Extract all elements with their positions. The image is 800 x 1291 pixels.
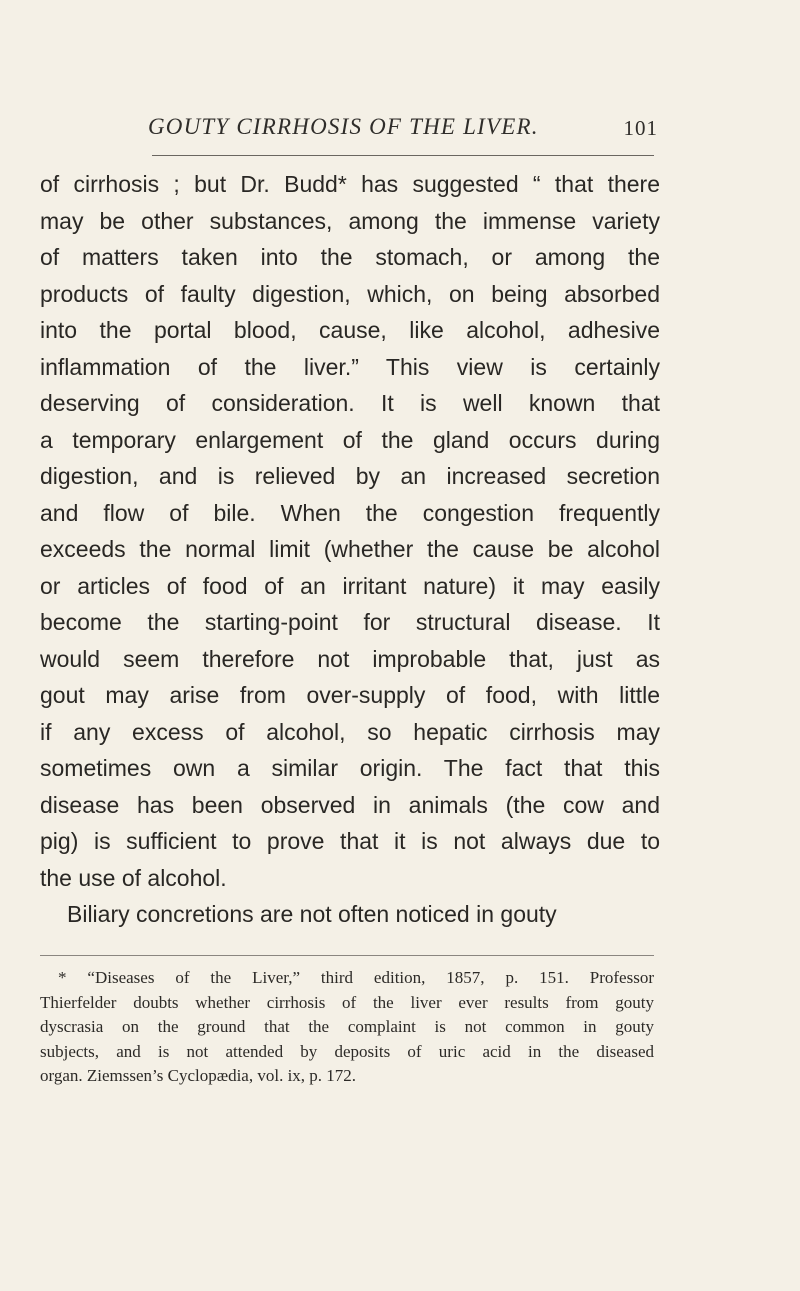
- body-line: would seem therefore not improbable that, just as: [40, 645, 660, 672]
- body-line: and flow of bile. When the congestion frequently: [40, 499, 660, 526]
- footnote-line: Thierfelder doubts whether cirrhosis of the liver ever results from gouty: [40, 992, 654, 1012]
- body-line: gout may arise from over-supply of food, with little: [40, 682, 660, 708]
- body-line: exceeds the normal limit (whether the cause be alcohol: [40, 536, 660, 562]
- body-line: disease has been observed in animals (the cow and: [40, 791, 660, 818]
- running-header: [148, 114, 658, 146]
- body-line: may be other substances, among the immense variety: [40, 207, 660, 234]
- body-line: inflammation of the liver.” This view is certainly: [40, 353, 660, 380]
- footnote-line: * “Diseases of the Liver,” third edition, 1857, p. 151. Professor: [58, 968, 654, 987]
- body-line: digestion, and is relieved by an increased secretion: [40, 463, 660, 489]
- page-number: 101: [623, 116, 658, 140]
- footnote: [40, 966, 654, 1089]
- footnote-rule: [40, 955, 654, 956]
- body-line: or articles of food of an irritant nature) it may easily: [40, 572, 660, 599]
- body-line: products of faulty digestion, which, on being absorbed: [40, 280, 660, 307]
- running-header-title: GOUTY CIRRHOSIS OF THE LIVER.: [148, 114, 539, 139]
- body-line-paragraph-start: Biliary concretions are not often noticed in gouty: [67, 901, 557, 927]
- body-line: sometimes own a similar origin. The fact that this: [40, 755, 660, 781]
- body-line: of matters taken into the stomach, or among the: [40, 244, 660, 270]
- body-line: if any excess of alcohol, so hepatic cirrhosis may: [40, 718, 660, 745]
- body-line: become the starting-point for structural disease. It: [40, 609, 660, 635]
- body-text: [40, 166, 660, 933]
- body-line: of cirrhosis ; but Dr. Budd* has suggested “ that there: [40, 171, 660, 197]
- footnote-line: organ. Ziemssen’s Cyclopædia, vol. ix, p. 172.: [40, 1066, 357, 1085]
- body-line: a temporary enlargement of the gland occurs during: [40, 426, 660, 453]
- body-line: into the portal blood, cause, like alcohol, adhesive: [40, 317, 660, 343]
- header-rule: [152, 155, 654, 156]
- body-line: deserving of consideration. It is well known that: [40, 390, 660, 416]
- footnote-line: subjects, and is not attended by deposits of uric acid in the diseased: [40, 1041, 654, 1061]
- body-line-paragraph-end: the use of alcohol.: [40, 864, 227, 891]
- body-line: pig) is sufficient to prove that it is not always due to: [40, 828, 660, 854]
- footnote-line: dyscrasia on the ground that the complaint is not common in gouty: [40, 1017, 654, 1036]
